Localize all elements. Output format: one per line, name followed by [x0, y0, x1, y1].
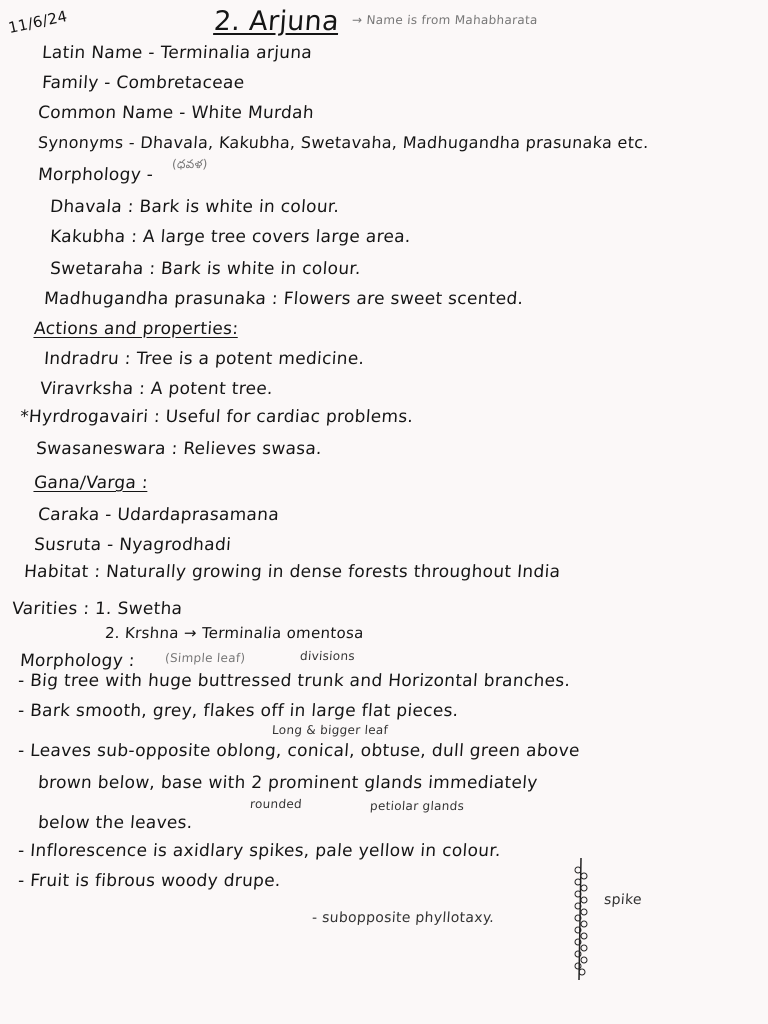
swasaneswara: Swasaneswara : Relieves swasa.: [35, 439, 323, 459]
petiolar-note: petiolar glands: [369, 799, 465, 813]
dhavala: Dhavala : Bark is white in colour.: [49, 197, 341, 217]
morph-bark: - Bark smooth, grey, flakes off in large flat pieces.: [17, 701, 460, 721]
morph-inflorescence: - Inflorescence is axidlary spikes, pale yellow in colour.: [17, 841, 502, 861]
kakubha: Kakubha : A large tree covers large area.: [49, 227, 412, 247]
synonyms: Synonyms - Dhavala, Kakubha, Swetavaha, Madhugandha prasunaka etc.: [37, 133, 650, 152]
variety-2: 2. Krshna → Terminalia omentosa: [104, 624, 365, 642]
page-title: 2. Arjuna: [212, 6, 340, 37]
telugu-note: (ధవళ): [171, 157, 209, 171]
susruta: Susruta - Nyagrodhadi: [33, 535, 232, 555]
title-note: → Name is from Mahabharata: [351, 13, 539, 27]
morph-trunk: - Big tree with huge buttressed trunk and Horizontal branches.: [17, 671, 571, 691]
date: 11/6/24: [6, 6, 70, 38]
spike-drawing: [566, 858, 596, 983]
family: Family - Combretaceae: [41, 73, 246, 93]
gana-heading: Gana/Varga :: [33, 473, 149, 493]
rounded-note: rounded: [249, 797, 303, 811]
habitat: Habitat : Naturally growing in dense forests throughout India: [23, 562, 562, 582]
phyllotaxy-note: - subopposite phyllotaxy.: [311, 910, 495, 926]
swetaraha: Swetaraha : Bark is white in colour.: [49, 259, 362, 279]
divisions-note: divisions: [299, 649, 356, 663]
morphology-heading-2: Morphology :: [19, 651, 136, 671]
actions-heading: Actions and properties:: [33, 319, 240, 339]
morph-leaves-2: brown below, base with 2 prominent glands immediately: [37, 773, 539, 793]
madhugandha: Madhugandha prasunaka : Flowers are sweet scented.: [43, 289, 524, 309]
long-bigger-note: Long & bigger leaf: [271, 723, 389, 737]
common-name: Common Name - White Murdah: [37, 103, 315, 123]
spike-label: spike: [603, 892, 643, 908]
simple-leaf-note: (Simple leaf): [164, 651, 246, 665]
latin-name: Latin Name - Terminalia arjuna: [41, 43, 313, 63]
morph-leaves: - Leaves sub-opposite oblong, conical, obtuse, dull green above: [17, 741, 581, 761]
varities: Varities : 1. Swetha: [11, 599, 184, 619]
hyrdrogavairi: *Hyrdrogavairi : Useful for cardiac problems.: [19, 407, 414, 427]
viravrksha: Viravrksha : A potent tree.: [39, 379, 274, 399]
morph-fruit: - Fruit is fibrous woody drupe.: [17, 871, 282, 891]
indradru: Indradru : Tree is a potent medicine.: [43, 349, 365, 369]
morph-leaves-3: below the leaves.: [37, 813, 194, 833]
morphology-heading: Morphology -: [37, 165, 154, 185]
caraka: Caraka - Udardaprasamana: [37, 505, 280, 525]
